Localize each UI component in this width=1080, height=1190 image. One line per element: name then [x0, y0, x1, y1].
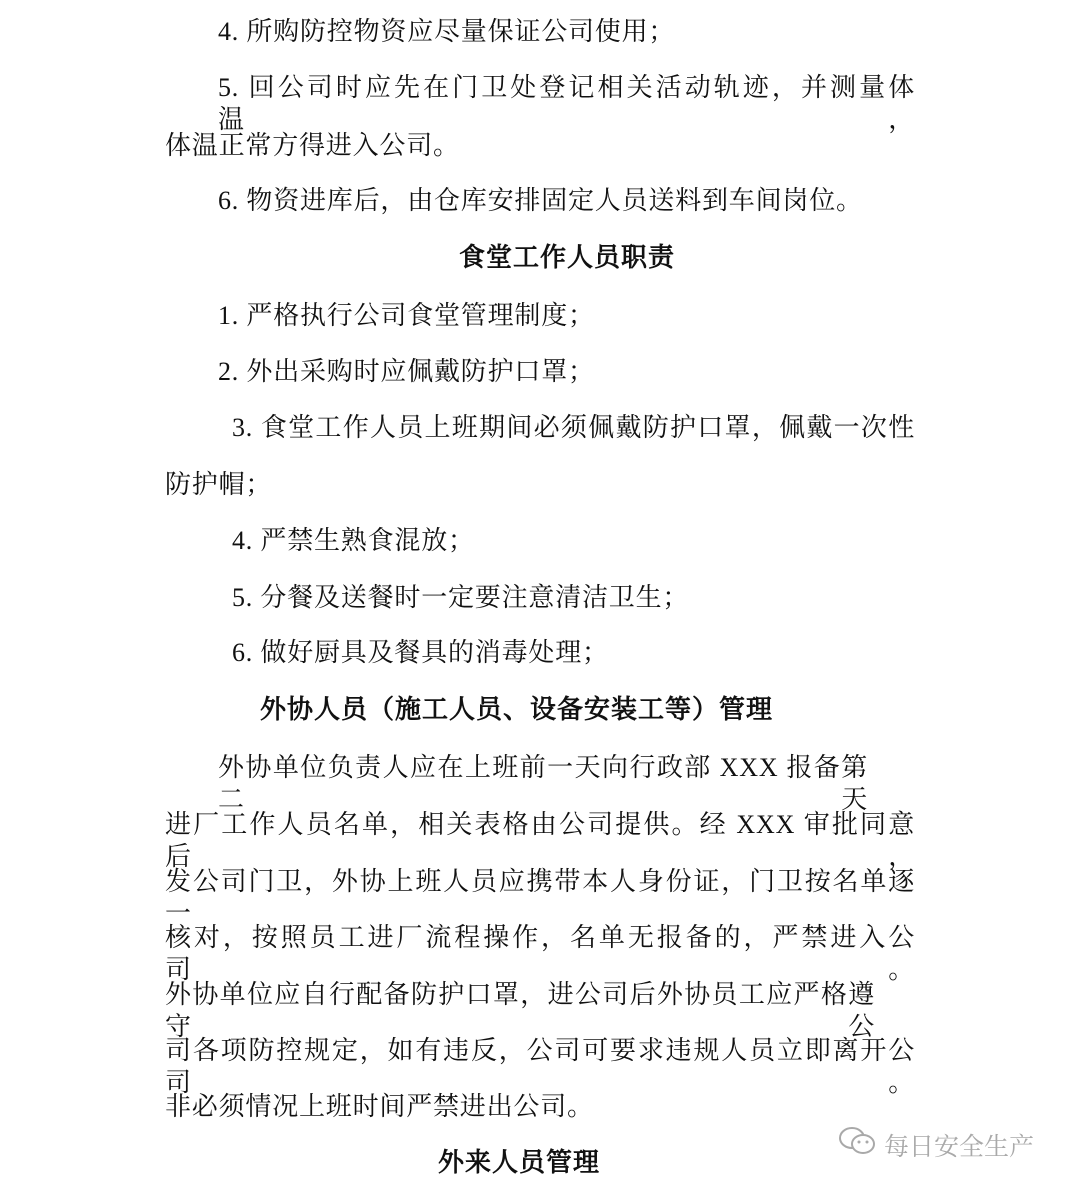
- wechat-icon: [838, 1124, 884, 1165]
- paragraph-line: 核对，按照员工进厂流程操作，名单无报备的，严禁进入公司。: [165, 923, 915, 984]
- list-item: 2. 外出采购时应佩戴防护口罩；: [218, 357, 595, 386]
- paragraph-line: 司各项防控规定，如有违反，公司可要求违规人员立即离开公司。: [165, 1036, 915, 1097]
- paragraph-line: 外协单位应自行配备防护口罩，进公司后外协员工应严格遵守公: [165, 980, 875, 1041]
- list-item: 3. 食堂工作人员上班期间必须佩戴防护口罩，佩戴一次性: [232, 413, 915, 442]
- paragraph-line: 进厂工作人员名单，相关表格由公司提供。经 XXX 审批同意后，: [165, 810, 915, 871]
- list-item: 5. 回公司时应先在门卫处登记相关活动轨迹，并测量体温，: [218, 73, 915, 134]
- list-item-continuation: 体温正常方得进入公司。: [165, 131, 460, 160]
- paragraph-line: 外协单位负责人应在上班前一天向行政部 XXX 报备第二天: [218, 753, 868, 814]
- section-heading: 食堂工作人员职责: [459, 243, 676, 272]
- paragraph-line: 非必须情况上班时间严禁进出公司。: [165, 1092, 594, 1121]
- list-item: 1. 严格执行公司食堂管理制度；: [218, 301, 595, 330]
- section-heading: 外来人员管理: [438, 1148, 601, 1177]
- watermark: [838, 1124, 1034, 1165]
- list-item: 5. 分餐及送餐时一定要注意清洁卫生；: [232, 583, 690, 612]
- list-item: 4. 所购防控物资应尽量保证公司使用；: [218, 17, 676, 46]
- list-item: 6. 做好厨具及餐具的消毒处理；: [232, 638, 609, 667]
- list-item: 6. 物资进库后，由仓库安排固定人员送料到车间岗位。: [218, 186, 863, 215]
- list-item-continuation: 防护帽；: [165, 470, 273, 499]
- section-heading: 外协人员（施工人员、设备安装工等）管理: [260, 695, 774, 724]
- watermark-text: 每日安全生产: [884, 1132, 1035, 1161]
- list-item: 4. 严禁生熟食混放；: [232, 526, 475, 555]
- paragraph-line: 发公司门卫，外协上班人员应携带本人身份证，门卫按名单逐一: [165, 867, 915, 928]
